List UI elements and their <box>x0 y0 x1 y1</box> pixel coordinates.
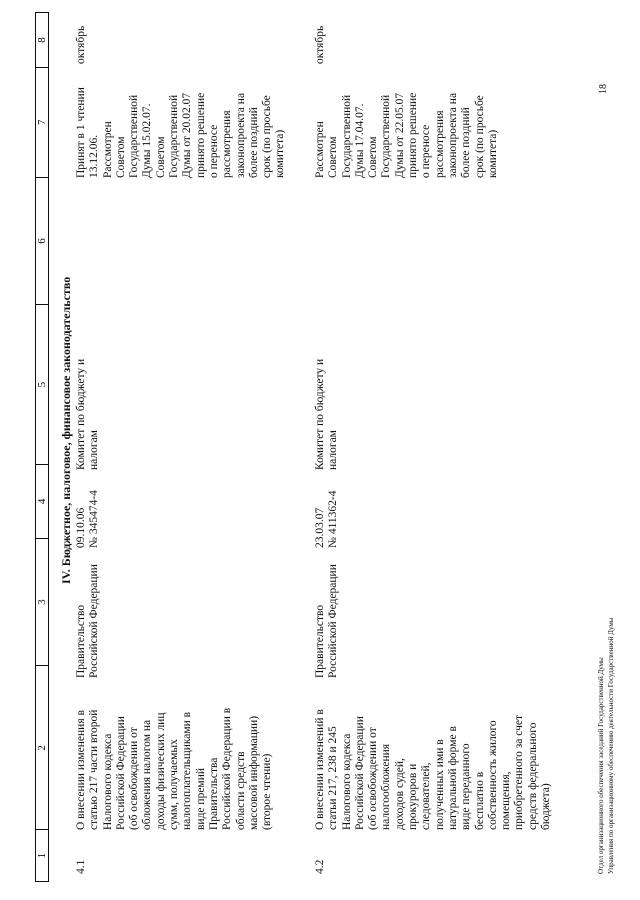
bill-status: Принят в 1 чтении 13.12.06. Рассмотрен Советом Государственной Думы 15.02.07. Советом Государственной Думы от 20.02.07 принято решение о переносе рассмотрения законопроекта на более поздний срок (по просьбе комитета) <box>75 87 287 178</box>
bill-committee: Комитет по бюджету и налогам <box>314 358 340 470</box>
bill-committee: Комитет по бюджету и налогам <box>75 358 101 470</box>
bill-status: Рассмотрен Советом Государственной Думы 17.04.07. Советом Государственной Думы от 22.05.07 принято решение о переносе рассмотрения законопроекта на более поздний срок (по просьбе комитета) <box>314 92 499 178</box>
bill-month: октябрь <box>75 25 87 64</box>
row-number: 4.1 <box>75 859 87 874</box>
column-number-header-row <box>35 12 49 882</box>
row-number: 4.2 <box>314 859 326 874</box>
bill-date-number: 23.03.07 № 411362-4 <box>314 490 340 548</box>
page-number: 18 <box>598 84 609 94</box>
section-title: IV. Бюджетное, налоговое, финансовое законодательство <box>59 276 73 584</box>
column-number-4: 4 <box>36 464 48 538</box>
bill-title: О внесении изменений в статьи 217, 238 и 245 Налогового кодекса Российской Федерации (об освобождении от налогообложения доходов судей, прокуроров и следователей, полученных ими в натуральной форме в виде переданного бесплатно в собственность жилого помещения, приобретенного за счет средств федерального бюджета) <box>314 709 553 830</box>
column-number-6: 6 <box>36 177 48 305</box>
column-number-5: 5 <box>36 304 48 464</box>
bill-date-number: 09.10.06 № 345474-4 <box>75 490 101 548</box>
column-number-1: 1 <box>36 829 48 881</box>
column-number-2: 2 <box>36 666 48 830</box>
bill-title: О внесении изменения в статью 217 части второй Налогового кодекса Российской Федерации (об освобождении от обложения налогом на доходы физических лиц сумм, получаемых налогоплательщиками в виде премий Правительства Российской Федерации в области средств массовой информации) (второе чтение) <box>75 707 274 830</box>
footer-department-line: Отдел организационного обеспечения заседаний Государственной Думы <box>597 657 605 874</box>
column-number-3: 3 <box>36 538 48 666</box>
bill-initiator: Правительство Российской Федерации <box>314 564 340 678</box>
column-number-8: 8 <box>36 37 48 43</box>
bill-initiator: Правительство Российской Федерации <box>75 564 101 678</box>
column-number-7: 7 <box>36 67 48 177</box>
footer-directorate-line: Управления по организационному обеспечению деятельности Государственной Думы <box>607 617 615 874</box>
bill-month: октябрь <box>314 25 326 64</box>
